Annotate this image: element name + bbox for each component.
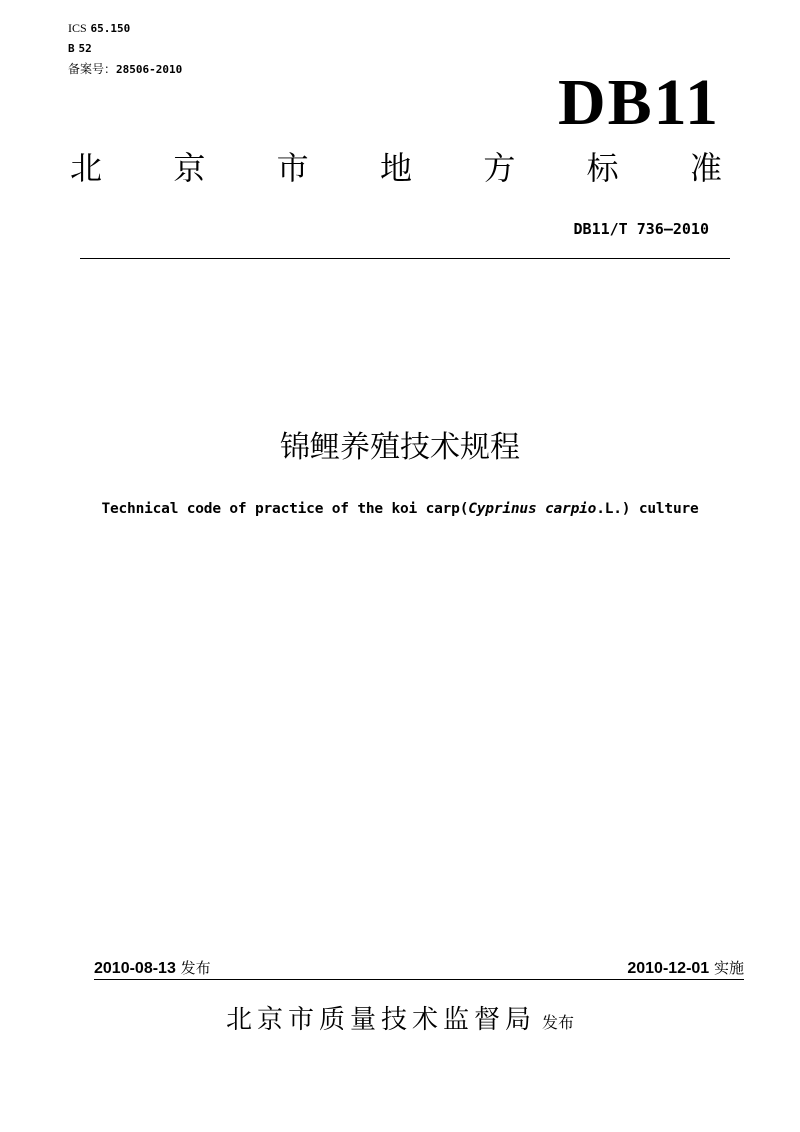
record-line xyxy=(68,61,182,78)
standard-number: DB11/T 736—2010 xyxy=(573,220,709,238)
classification-value: 52 xyxy=(78,42,92,55)
document-title-english xyxy=(20,498,780,520)
record-value: 28506-2010 xyxy=(116,63,183,76)
title-char: 方 xyxy=(483,149,516,187)
title-char: 北 xyxy=(70,149,103,187)
ics-line xyxy=(68,20,130,37)
classification-label: B xyxy=(68,42,75,55)
db11-logo: DB11 xyxy=(557,66,720,139)
header-divider xyxy=(80,258,730,259)
title-char: 准 xyxy=(689,149,722,187)
release-date: 2010-08-13 xyxy=(94,960,176,977)
issuer-suffix: 发布 xyxy=(542,1013,575,1032)
ics-value: 65.150 xyxy=(90,22,131,35)
implement-date: 2010-12-01 xyxy=(627,960,710,977)
issuer-name: 北京市质量技术监督局 xyxy=(225,1005,536,1035)
title-char: 市 xyxy=(276,149,309,187)
footer-divider xyxy=(94,979,744,980)
issuer-line xyxy=(0,1000,800,1043)
release-date-line xyxy=(94,957,211,980)
title-en-part2: .L.) culture xyxy=(596,501,699,517)
title-en-part1: Technical code of practice of the koi carp( xyxy=(101,501,469,517)
release-label: 发布 xyxy=(180,959,211,977)
document-title-chinese: 锦鲤养殖技术规程 xyxy=(280,430,520,465)
ics-label: ICS xyxy=(68,21,87,35)
title-char: 标 xyxy=(586,149,619,187)
implement-date-line xyxy=(627,957,744,980)
title-char: 京 xyxy=(173,149,206,187)
record-label: 备案号： xyxy=(68,62,117,76)
local-standard-title xyxy=(70,146,722,190)
classification-line xyxy=(68,40,92,57)
title-en-species: Cyprinus carpio xyxy=(468,501,597,517)
implement-label: 实施 xyxy=(713,959,744,977)
title-char: 地 xyxy=(379,149,412,187)
